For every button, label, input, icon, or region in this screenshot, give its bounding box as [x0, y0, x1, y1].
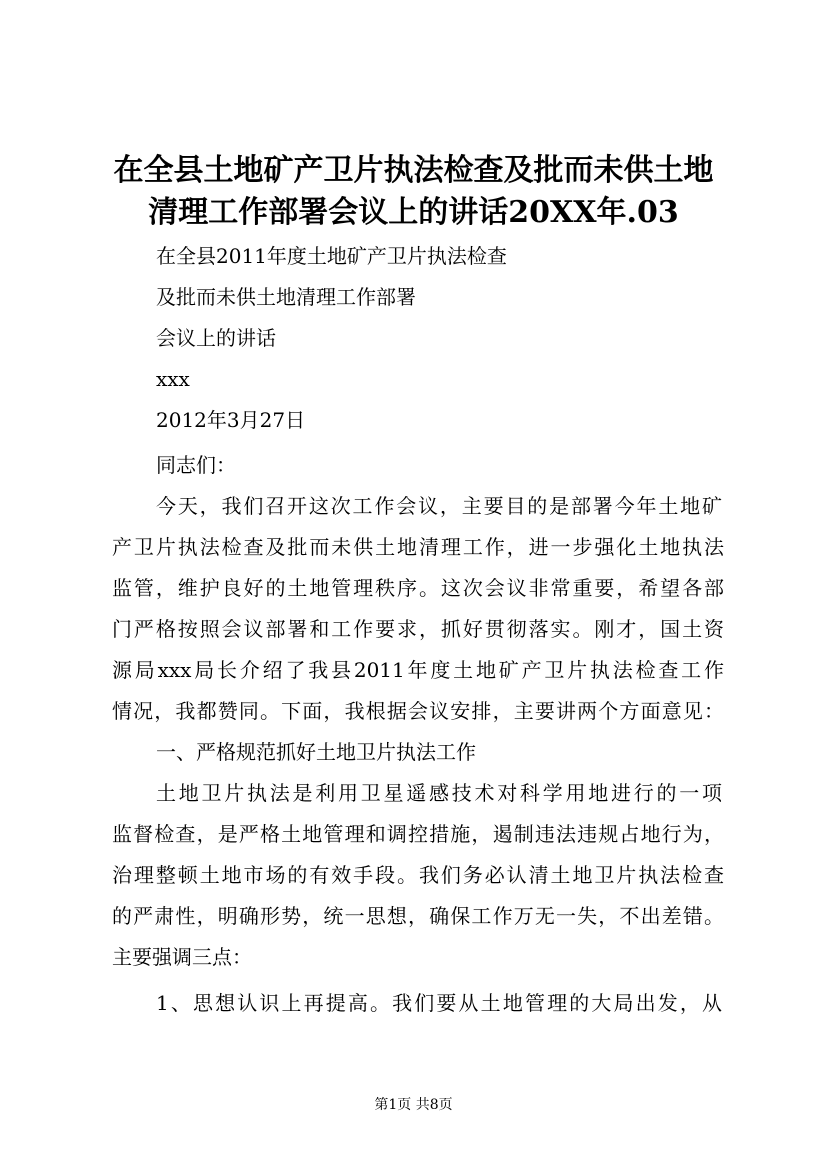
paragraph-2-line-3: 治理整顿土地市场的有效手段。我们务必认清土地卫片执法检查: [112, 863, 724, 887]
section-1-heading: 一、严格规范抓好土地卫片执法工作: [156, 740, 476, 764]
paragraph-1-line-1: 今天，我们召开这次工作会议，主要目的是部署今年土地矿: [156, 494, 722, 518]
paragraph-2-line-4: 的严肃性，明确形势，统一思想，确保工作万无一失，不出差错。: [112, 904, 724, 928]
paragraph-2-line-2: 监督检查，是严格土地管理和调控措施，遏制违法违规占地行为，: [112, 822, 724, 846]
paragraph-1-line-6: 情况，我都赞同。下面，我根据会议安排，主要讲两个方面意见：: [112, 699, 724, 723]
paragraph-2-line-1: 土地卫片执法是利用卫星遥感技术对科学用地进行的一项: [156, 781, 722, 805]
subtitle-line-3: 会议上的讲话: [156, 326, 276, 350]
document-title-line-1: 在全县土地矿产卫片执法检查及批而未供土地: [113, 153, 714, 188]
page-number-footer: 第1页 共8页: [374, 1097, 453, 1113]
document-title-line-2: 清理工作部署会议上的讲话20XX年.03: [148, 195, 679, 230]
paragraph-1-line-5: 源局xxx局长介绍了我县2011年度土地矿产卫片执法检查工作: [112, 658, 724, 682]
paragraph-1-line-4: 门严格按照会议部署和工作要求，抓好贯彻落实。刚才，国土资: [112, 617, 724, 641]
salutation: 同志们：: [156, 453, 236, 477]
speaker-name: xxx: [156, 367, 190, 391]
paragraph-3-line-1: 1、思想认识上再提高。我们要从土地管理的大局出发，从: [156, 991, 722, 1015]
paragraph-2-line-5: 主要强调三点：: [112, 945, 252, 969]
subtitle-line-2: 及批而未供土地清理工作部署: [156, 285, 416, 309]
speech-date: 2012年3月27日: [156, 408, 306, 432]
paragraph-1-line-2: 产卫片执法检查及批而未供土地清理工作，进一步强化土地执法: [112, 535, 724, 559]
paragraph-1-line-3: 监管，维护良好的土地管理秩序。这次会议非常重要，希望各部: [112, 576, 724, 600]
subtitle-line-1: 在全县2011年度土地矿产卫片执法检查: [156, 244, 507, 268]
